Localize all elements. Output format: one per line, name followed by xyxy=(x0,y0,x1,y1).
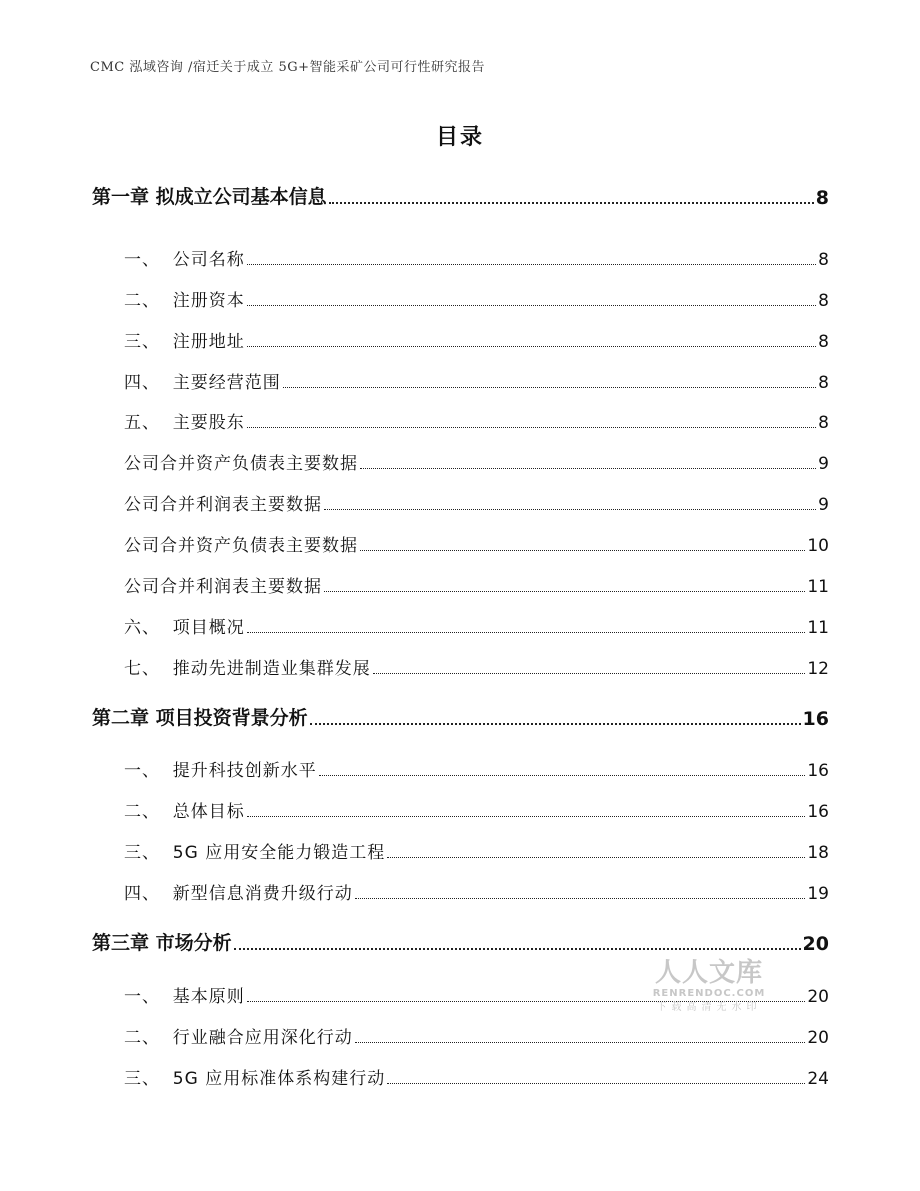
dot-leader xyxy=(387,1083,805,1084)
toc-entry-chapter[interactable] xyxy=(92,183,829,209)
toc-entry-page: 11 xyxy=(807,577,829,597)
toc-entry-section[interactable] xyxy=(124,448,829,474)
toc-entry-page: 24 xyxy=(807,1069,829,1089)
toc-entry-page: 9 xyxy=(818,495,829,515)
toc-entry-page: 11 xyxy=(807,618,829,638)
dot-leader xyxy=(360,550,805,551)
toc-entry-page: 9 xyxy=(818,454,829,474)
toc-entry-page: 8 xyxy=(815,187,829,209)
toc-entry-label: 第三章 市场分析 xyxy=(92,932,232,954)
toc-entry-page: 18 xyxy=(807,843,829,863)
toc-entry-section[interactable] xyxy=(124,407,829,433)
toc-entry-label: 一、 基本原则 xyxy=(124,987,245,1007)
dot-leader xyxy=(360,468,816,469)
toc-entry-label: 四、 主要经营范围 xyxy=(124,373,281,393)
toc-entry-label: 一、 提升科技创新水平 xyxy=(124,761,317,781)
dot-leader xyxy=(387,857,805,858)
dot-leader xyxy=(355,898,806,899)
toc-entry-label: 六、 项目概况 xyxy=(124,618,245,638)
toc-entry-section[interactable] xyxy=(124,530,829,556)
toc-entry-label: 一、 公司名称 xyxy=(124,250,245,270)
toc-entry-section[interactable] xyxy=(124,489,829,515)
dot-leader xyxy=(247,632,806,633)
watermark-url: RENRENDOC.COM xyxy=(652,988,766,999)
toc-entry-section[interactable] xyxy=(124,285,829,311)
dot-leader xyxy=(234,948,801,950)
watermark xyxy=(646,958,772,1016)
toc-entry-label: 二、 总体目标 xyxy=(124,802,245,822)
toc-entry-label: 二、 行业融合应用深化行动 xyxy=(124,1028,353,1048)
toc-entry-section[interactable] xyxy=(124,1022,829,1048)
toc-entry-section[interactable] xyxy=(124,326,829,352)
toc-entry-label: 第二章 项目投资背景分析 xyxy=(92,707,308,729)
toc-entry-label: 公司合并资产负债表主要数据 xyxy=(124,454,358,474)
toc-entry-page: 8 xyxy=(818,291,829,311)
toc-entry-label: 公司合并利润表主要数据 xyxy=(124,577,322,597)
dot-leader xyxy=(247,427,816,428)
dot-leader xyxy=(324,591,805,592)
toc-entry-page: 8 xyxy=(818,332,829,352)
toc-entry-page: 8 xyxy=(818,373,829,393)
watermark-logo-text: 人人文库 xyxy=(654,958,763,988)
toc-entry-label: 公司合并资产负债表主要数据 xyxy=(124,536,358,556)
toc-entry-page: 20 xyxy=(807,987,829,1007)
toc-entry-label: 七、 推动先进制造业集群发展 xyxy=(124,659,371,679)
toc-entry-label: 三、 5G 应用安全能力锻造工程 xyxy=(124,843,386,863)
dot-leader xyxy=(247,816,806,817)
toc-title: 目录 xyxy=(435,125,484,150)
toc-entry-section[interactable] xyxy=(124,796,829,822)
toc-entry-page: 16 xyxy=(807,761,829,781)
dot-leader xyxy=(355,1042,806,1043)
watermark-subtitle: 下载高清无水印 xyxy=(656,1002,762,1013)
dot-leader xyxy=(324,509,816,510)
toc-entry-section[interactable] xyxy=(124,367,829,393)
toc-entry-section[interactable] xyxy=(124,755,829,781)
toc-entry-label: 四、 新型信息消费升级行动 xyxy=(124,884,353,904)
dot-leader xyxy=(283,387,816,388)
toc-entry-section[interactable] xyxy=(124,244,829,270)
toc-entry-section[interactable] xyxy=(124,653,829,679)
toc-entry-page: 19 xyxy=(807,884,829,904)
toc-entry-section[interactable] xyxy=(124,1063,829,1089)
toc-entry-section[interactable] xyxy=(124,837,829,863)
dot-leader xyxy=(310,723,801,725)
toc-entry-label: 公司合并利润表主要数据 xyxy=(124,495,322,515)
toc-entry-section[interactable] xyxy=(124,878,829,904)
toc-entry-label: 第一章 拟成立公司基本信息 xyxy=(92,186,327,208)
toc-entry-label: 五、 主要股东 xyxy=(124,413,245,433)
toc-entry-page: 20 xyxy=(802,933,829,955)
toc-entry-section[interactable] xyxy=(124,612,829,638)
dot-leader xyxy=(373,673,806,674)
toc-entry-label: 三、 注册地址 xyxy=(124,332,245,352)
toc-entry-label: 三、 5G 应用标准体系构建行动 xyxy=(124,1069,386,1089)
dot-leader xyxy=(247,305,816,306)
dot-leader xyxy=(247,346,816,347)
toc-entry-chapter[interactable] xyxy=(92,929,829,955)
toc-entry-page: 12 xyxy=(807,659,829,679)
toc-entry-page: 16 xyxy=(802,708,829,730)
dot-leader xyxy=(329,202,814,204)
toc-entry-label: 二、 注册资本 xyxy=(124,291,245,311)
dot-leader xyxy=(247,264,816,265)
running-header: CMC 泓域咨询 /宿迁关于成立 5G+智能采矿公司可行性研究报告 xyxy=(90,60,486,75)
toc-entry-section[interactable] xyxy=(124,571,829,597)
toc-entry-page: 10 xyxy=(807,536,829,556)
dot-leader xyxy=(319,775,806,776)
toc-entry-chapter[interactable] xyxy=(92,704,829,730)
toc-entry-page: 16 xyxy=(807,802,829,822)
toc-entry-page: 8 xyxy=(818,413,829,433)
toc-entry-page: 8 xyxy=(818,250,829,270)
toc-entry-page: 20 xyxy=(807,1028,829,1048)
